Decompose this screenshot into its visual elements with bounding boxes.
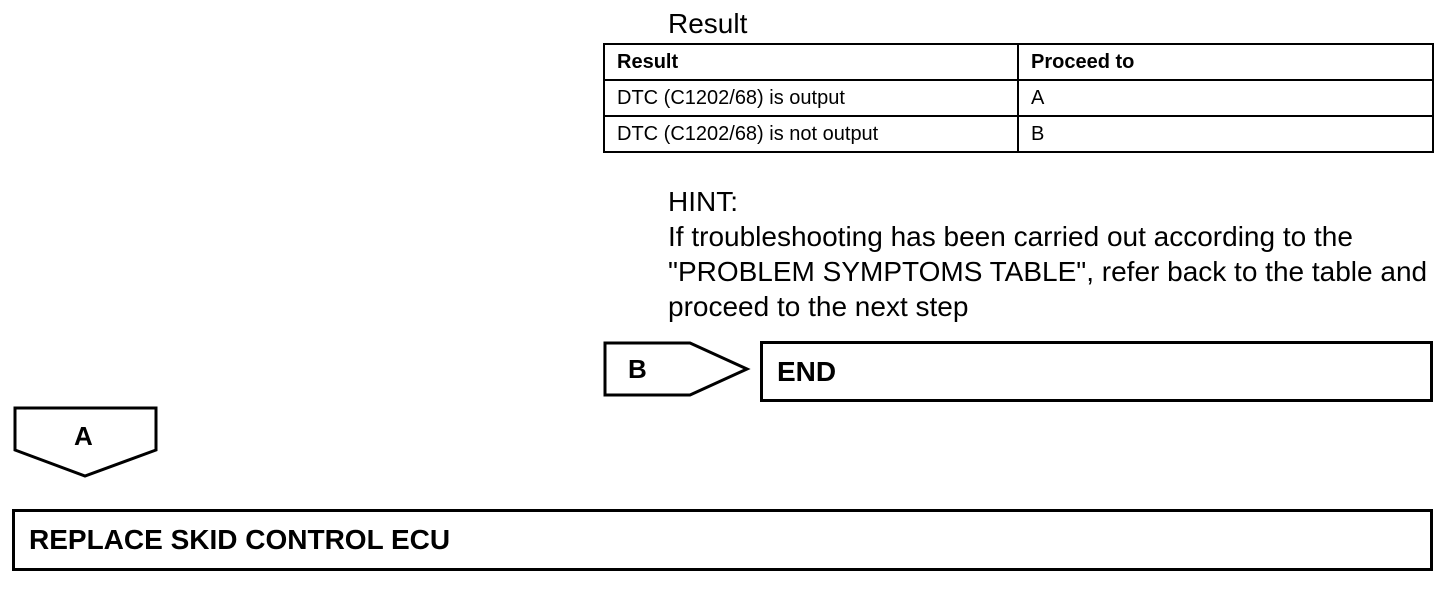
branch-b-arrow-tag <box>605 343 747 395</box>
proceed-to-cell: B <box>1018 116 1433 152</box>
result-heading: Result <box>668 8 748 39</box>
hint-title: HINT: <box>668 186 738 217</box>
hint-text: If troubleshooting has been carried out according to the "PROBLEM SYMPTOMS TABLE", refer back to the table and proceed to the next step <box>668 221 1428 322</box>
branch-b-label: B <box>628 354 647 384</box>
branch-a-label: A <box>74 421 93 451</box>
result-cell: DTC (C1202/68) is not output <box>604 116 1018 152</box>
result-column-header: Result <box>604 44 1018 80</box>
end-box-label: END <box>777 355 837 387</box>
end-box <box>760 341 1433 402</box>
result-cell: DTC (C1202/68) is output <box>604 80 1018 116</box>
replace-ecu-label: REPLACE SKID CONTROL ECU <box>29 524 451 555</box>
replace-ecu-box <box>12 509 1433 571</box>
proceed-to-column-header: Proceed to <box>1018 44 1433 80</box>
proceed-to-cell: A <box>1018 80 1433 116</box>
